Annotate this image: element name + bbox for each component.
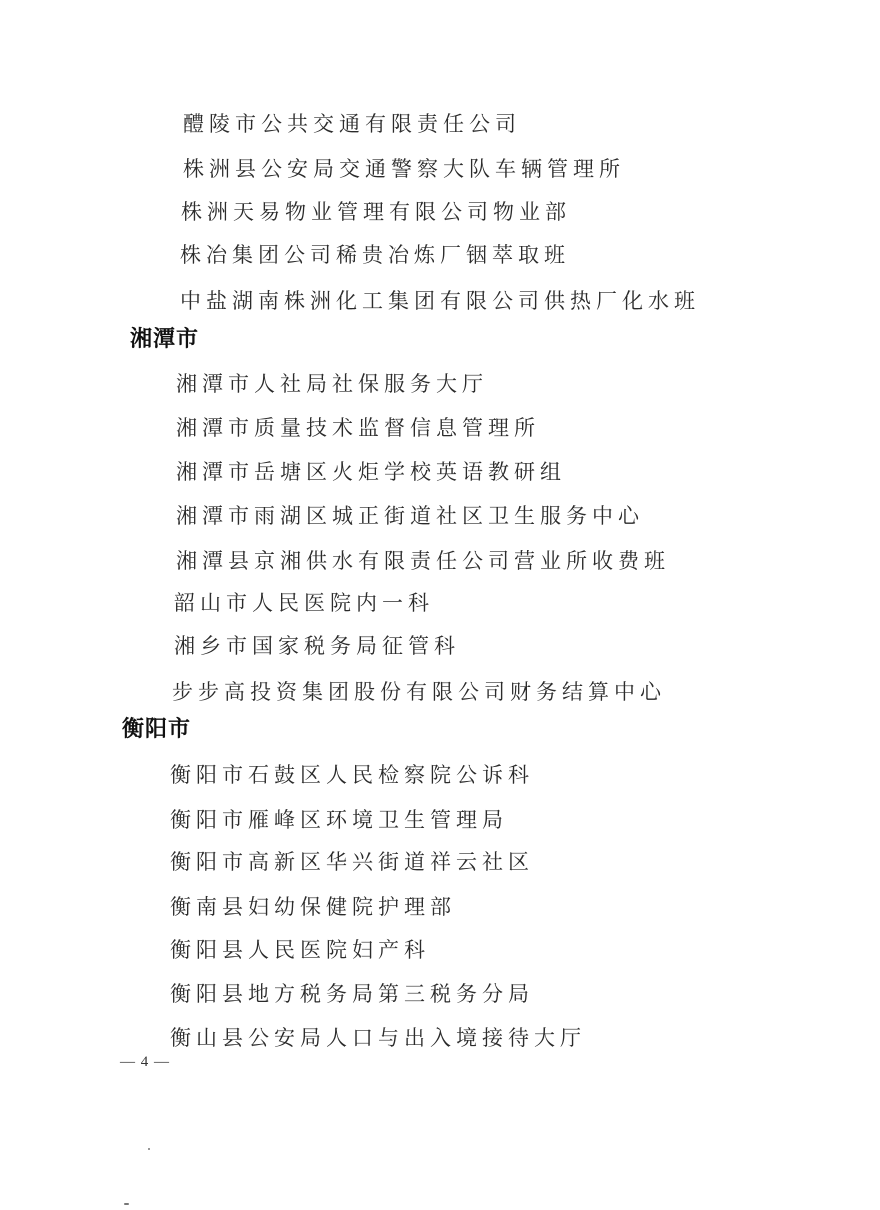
list-item: 衡山县公安局人口与出入境接待大厅 bbox=[170, 1026, 586, 1050]
list-item: 醴陵市公共交通有限责任公司 bbox=[183, 112, 521, 136]
list-item: 株洲天易物业管理有限公司物业部 bbox=[181, 200, 571, 224]
list-item: 衡南县妇幼保健院护理部 bbox=[170, 895, 456, 919]
scan-speck bbox=[148, 1148, 150, 1150]
list-item: 韶山市人民医院内一科 bbox=[174, 591, 434, 615]
list-item: 湘潭县京湘供水有限责任公司营业所收费班 bbox=[176, 549, 670, 573]
section-heading: 湘潭市 bbox=[130, 327, 200, 352]
section-heading: 衡阳市 bbox=[122, 717, 192, 742]
scan-speck bbox=[124, 1203, 129, 1205]
list-item: 湘潭市雨湖区城正街道社区卫生服务中心 bbox=[176, 504, 644, 528]
list-item: 衡阳县地方税务局第三税务分局 bbox=[170, 982, 534, 1006]
list-item: 湘潭市质量技术监督信息管理所 bbox=[176, 416, 540, 440]
list-item: 株冶集团公司稀贵冶炼厂铟萃取班 bbox=[180, 243, 570, 267]
list-item: 中盐湖南株洲化工集团有限公司供热厂化水班 bbox=[180, 289, 700, 313]
list-item: 湘潭市人社局社保服务大厅 bbox=[176, 372, 488, 396]
list-item: 湘潭市岳塘区火炬学校英语教研组 bbox=[176, 460, 566, 484]
list-item: 衡阳县人民医院妇产科 bbox=[170, 938, 430, 962]
list-item: 株洲县公安局交通警察大队车辆管理所 bbox=[183, 157, 625, 181]
list-item: 衡阳市雁峰区环境卫生管理局 bbox=[170, 808, 508, 832]
list-item: 湘乡市国家税务局征管科 bbox=[174, 634, 460, 658]
list-item: 衡阳市高新区华兴街道祥云社区 bbox=[170, 850, 534, 874]
list-item: 步步高投资集团股份有限公司财务结算中心 bbox=[172, 680, 666, 704]
list-item: 衡阳市石鼓区人民检察院公诉科 bbox=[170, 763, 534, 787]
page-number: — 4 — bbox=[120, 1054, 170, 1070]
